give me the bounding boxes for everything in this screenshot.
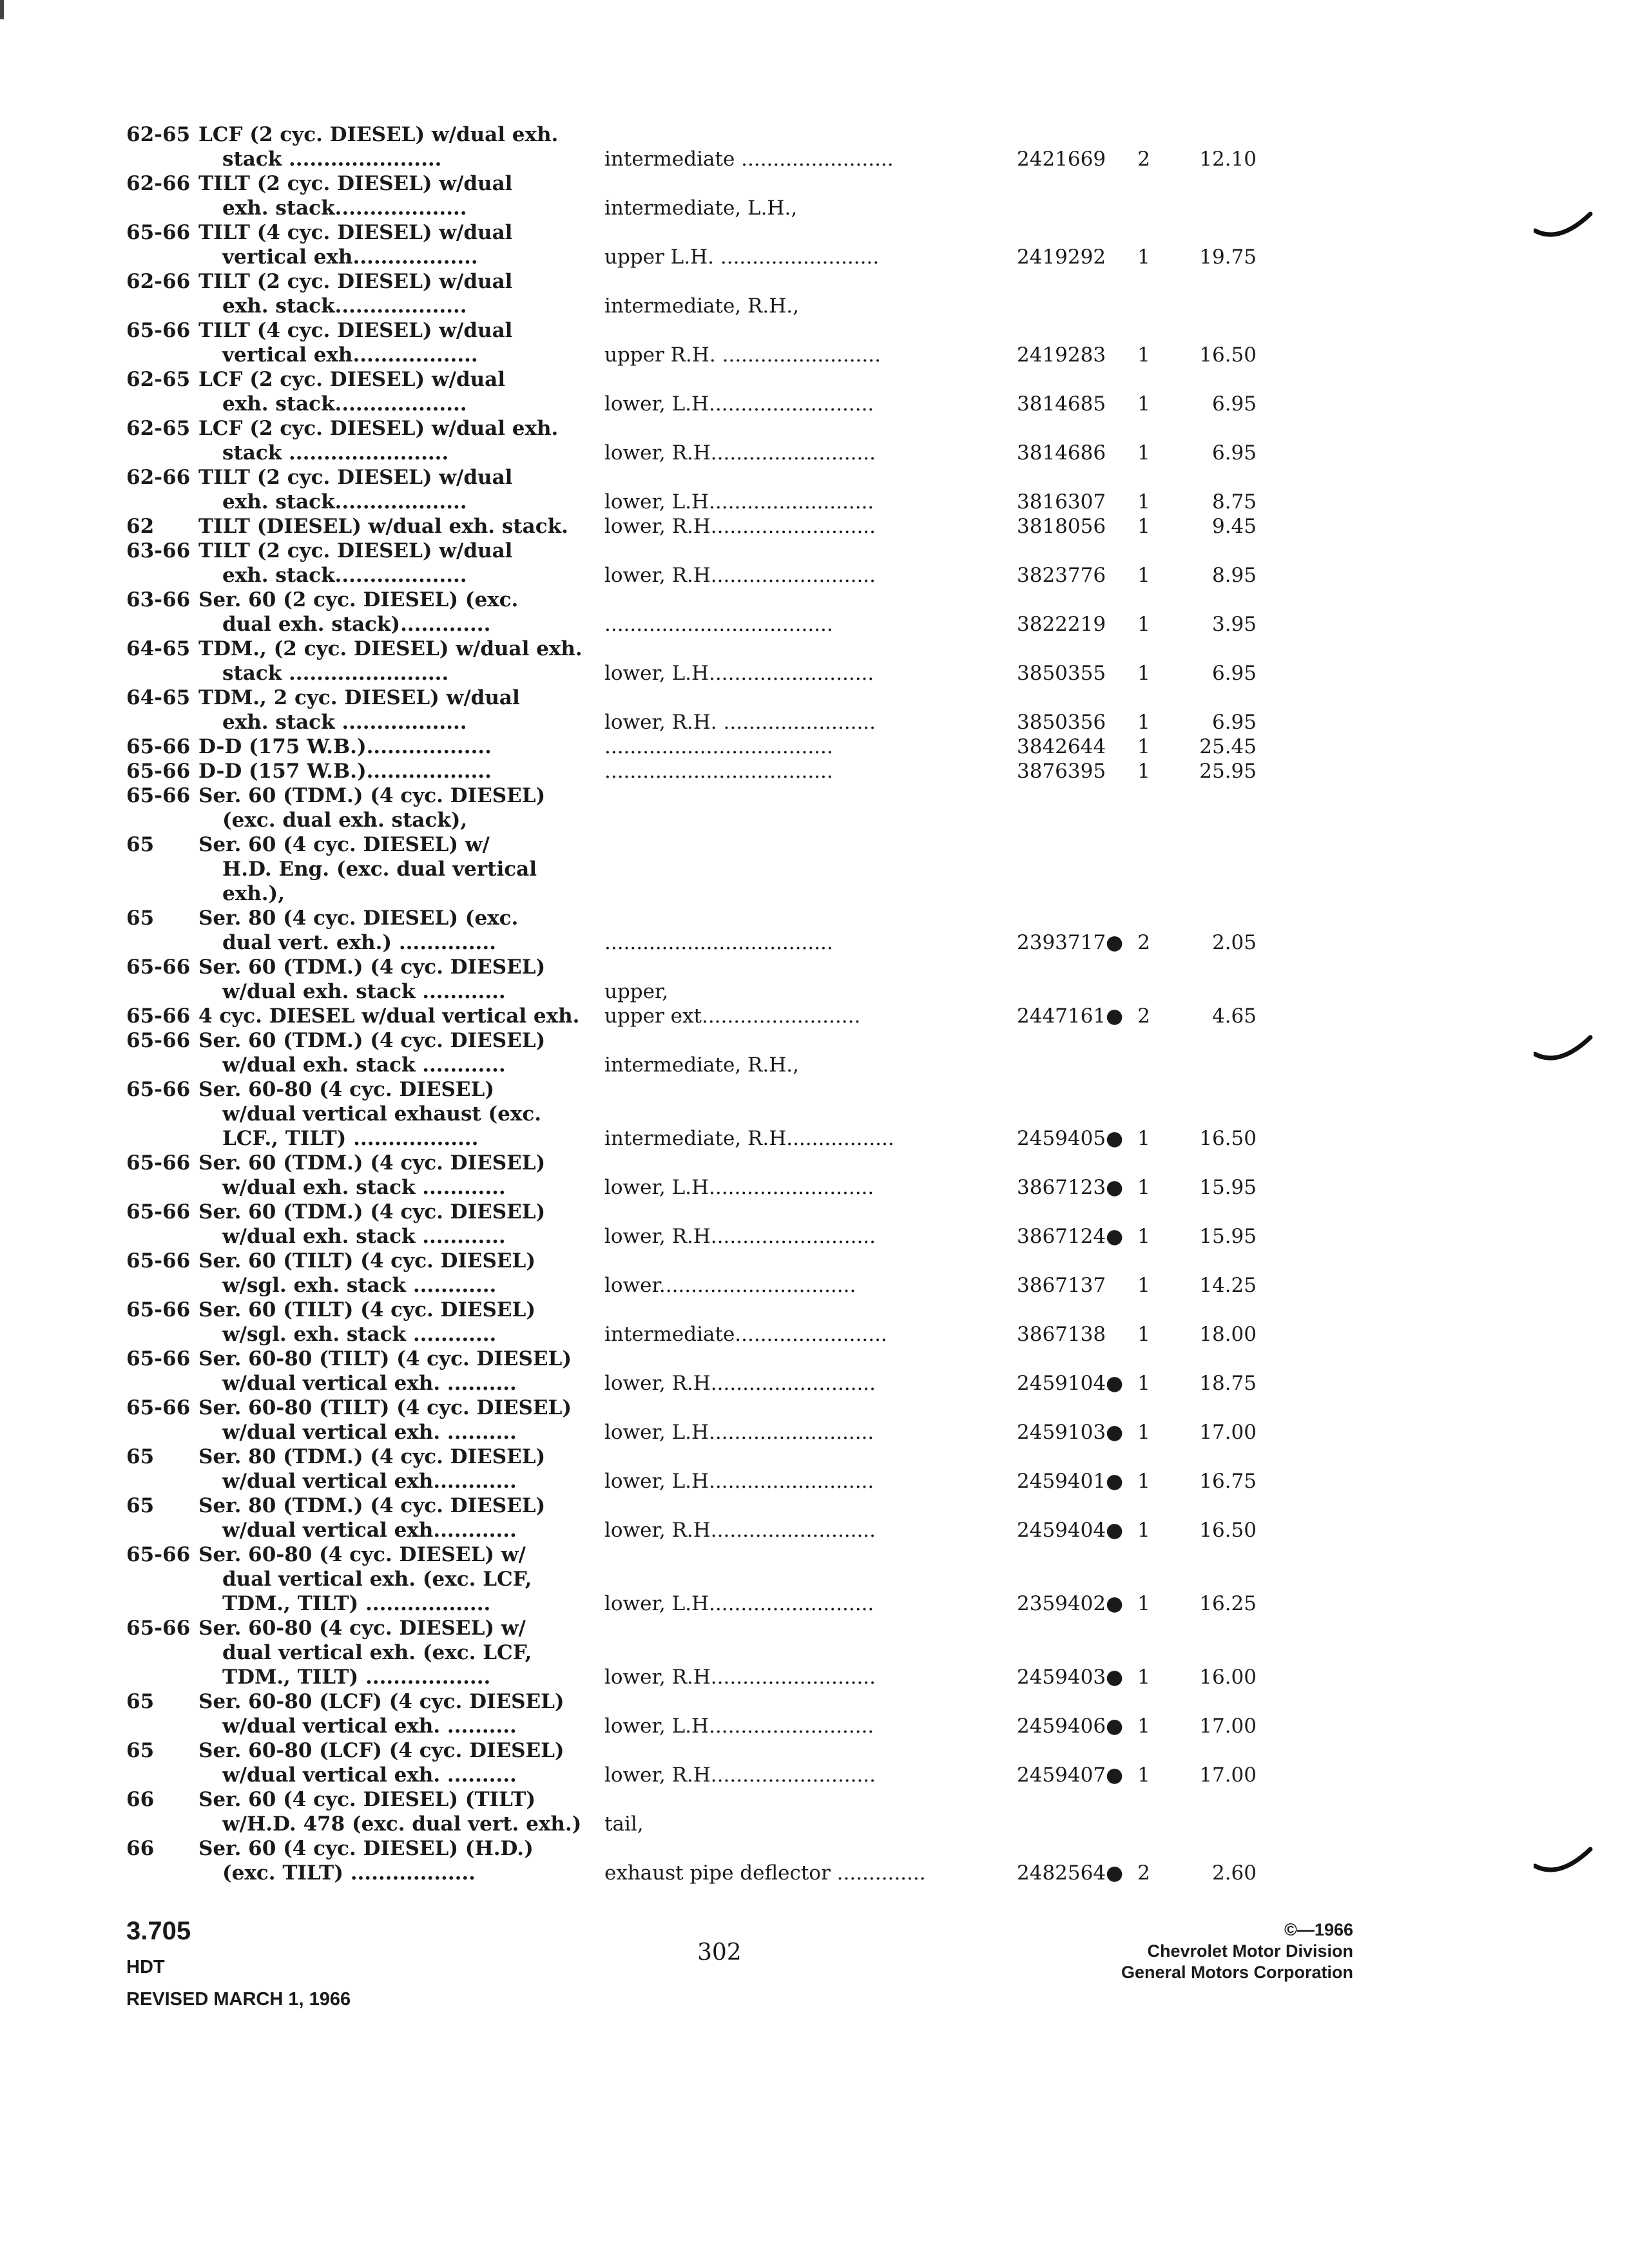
price: 16.75 [1199,1470,1257,1493]
quantity: 1 [1137,1715,1150,1738]
part-number: 2482564● [1017,1861,1124,1885]
year-range: 62 [126,515,155,538]
description-line-1: Ser. 60 (TDM.) (4 cyc. DIESEL) [198,1151,546,1175]
description-line-1: TILT (2 cyc. DIESEL) w/dual [198,270,513,293]
description-line-2: w/dual exh. stack ............ [222,1053,506,1077]
year-range: 65-66 [126,1004,191,1028]
description-line-1: Ser. 80 (4 cyc. DIESEL) (exc. [198,907,519,930]
part-name: lower, L.H.......................... [604,1176,874,1199]
year-range: 65-66 [126,319,191,342]
description-line-3: exh.), [222,882,285,905]
quantity: 2 [1137,931,1150,954]
description-line-1: Ser. 60-80 (TILT) (4 cyc. DIESEL) [198,1347,572,1370]
quantity: 1 [1137,564,1150,587]
table-row [0,955,1629,1004]
description-line-1: Ser. 60 (4 cyc. DIESEL) (H.D.) [198,1837,534,1860]
table-row [0,1004,1629,1028]
description-line-1: Ser. 60-80 (LCF) (4 cyc. DIESEL) [198,1690,564,1713]
part-name: lower............................... [604,1274,856,1297]
description-line-1: LCF (2 cyc. DIESEL) w/dual exh. [198,417,559,440]
description-line-1: Ser. 60 (TILT) (4 cyc. DIESEL) [198,1249,536,1273]
year-range: 66 [126,1788,155,1811]
table-row [0,1028,1629,1077]
description-line-2: w/dual vertical exh. .......... [222,1372,517,1395]
table-row [0,465,1629,514]
part-number: 2421669 [1017,148,1106,171]
year-range: 65-66 [126,735,191,758]
table-row [0,367,1629,416]
table-row [0,220,1629,269]
table-row [0,759,1629,783]
description-line-1: TILT (4 cyc. DIESEL) w/dual [198,319,513,342]
description-line-1: TILT (DIESEL) w/dual exh. stack. [198,515,568,538]
description-line-1: Ser. 60 (TDM.) (4 cyc. DIESEL) [198,1200,546,1224]
description-line-1: Ser. 60-80 (4 cyc. DIESEL) w/ [198,1617,526,1640]
quantity: 1 [1137,1470,1150,1493]
part-name: upper ext......................... [604,1004,861,1028]
description-line-2: vertical exh.................. [222,245,478,269]
price: 8.75 [1211,490,1257,514]
description-line-2: stack ...................... [222,148,442,171]
part-name: lower, L.H.......................... [604,662,874,685]
year-range: 63-66 [126,588,191,611]
quantity: 1 [1137,490,1150,514]
part-name: lower, R.H.......................... [604,1225,876,1248]
year-range: 62-65 [126,417,191,440]
year-range: 65-66 [126,1617,191,1640]
description-line-2: exh. stack................... [222,392,467,416]
quantity: 1 [1137,392,1150,416]
quantity: 1 [1137,1421,1150,1444]
part-number: 3814685 [1017,392,1106,416]
quantity: 1 [1137,613,1150,636]
part-number: 3816307 [1017,490,1106,514]
price: 18.00 [1199,1323,1257,1346]
price: 25.95 [1199,760,1257,783]
description-line-2: w/dual exh. stack ............ [222,1225,506,1248]
quantity: 1 [1137,1225,1150,1248]
part-number: 3842644 [1017,735,1106,758]
scan-edge-mark [0,0,4,19]
table-row [0,514,1629,539]
table-row [0,1347,1629,1396]
part-name: lower, L.H.......................... [604,1715,874,1738]
year-range: 65-66 [126,1029,191,1052]
quantity: 1 [1137,1274,1150,1297]
description-line-3: TDM., TILT) .................. [222,1592,491,1615]
table-row [0,1445,1629,1494]
description-line-1: 4 cyc. DIESEL w/dual vertical exh. [198,1004,580,1028]
part-name: lower, R.H.......................... [604,1519,876,1542]
price: 8.95 [1211,564,1257,587]
part-number: 2459407● [1017,1763,1124,1787]
table-row [0,735,1629,759]
year-range: 65-66 [126,1078,191,1101]
part-number: 3814686 [1017,441,1106,465]
part-number: 3867138 [1017,1323,1106,1346]
part-number: 3850355 [1017,662,1106,685]
year-range: 65 [126,1494,155,1517]
price: 4.65 [1211,1004,1257,1028]
price: 2.60 [1211,1861,1257,1885]
revision-date: REVISED MARCH 1, 1966 [126,1989,351,2010]
description-line-1: LCF (2 cyc. DIESEL) w/dual exh. [198,123,559,146]
quantity: 1 [1137,343,1150,367]
part-name: upper L.H. ......................... [604,245,880,269]
year-range: 66 [126,1837,155,1860]
price: 17.00 [1199,1715,1257,1738]
part-name: upper, [604,980,669,1003]
table-row [0,1151,1629,1200]
part-name: .................................... [604,760,833,783]
description-line-2: exh. stack................... [222,197,467,220]
part-number: 3876395 [1017,760,1106,783]
price: 15.95 [1199,1225,1257,1248]
part-name: lower, R.H.......................... [604,564,876,587]
description-line-1: TDM., (2 cyc. DIESEL) w/dual exh. [198,637,583,660]
table-row [0,1689,1629,1738]
price: 6.95 [1211,392,1257,416]
quantity: 1 [1137,1592,1150,1615]
part-name: .................................... [604,735,833,758]
description-line-2: w/dual exh. stack ............ [222,1176,506,1199]
part-name: lower, R.H. ........................ [604,711,876,734]
quantity: 1 [1137,1666,1150,1689]
price: 16.50 [1199,1519,1257,1542]
description-line-1: Ser. 60 (4 cyc. DIESEL) w/ [198,833,490,856]
part-number: 2419292 [1017,245,1106,269]
part-name: intermediate, L.H., [604,197,798,220]
description-line-2: dual exh. stack)............. [222,613,491,636]
year-range: 62-65 [126,123,191,146]
table-row [0,832,1629,906]
price: 25.45 [1199,735,1257,758]
part-number: 3818056 [1017,515,1106,538]
division-name: Chevrolet Motor Division [1147,1941,1353,1961]
price: 17.00 [1199,1421,1257,1444]
description-line-1: D-D (157 W.B.).................. [198,760,492,783]
part-name: intermediate, R.H., [604,294,799,318]
quantity: 2 [1137,1861,1150,1885]
table-row [0,416,1629,465]
part-name: lower, R.H.......................... [604,1763,876,1787]
part-number: 3867123● [1017,1176,1124,1199]
part-name: lower, L.H.......................... [604,392,874,416]
part-number: 2459103● [1017,1421,1124,1444]
part-number: 2459401● [1017,1470,1124,1493]
part-name: lower, R.H.......................... [604,1372,876,1395]
table-row [0,539,1629,588]
page-number: 302 [697,1939,742,1966]
description-line-2: exh. stack .................. [222,711,467,734]
part-name: intermediate........................ [604,1323,887,1346]
part-number: 3867137 [1017,1274,1106,1297]
quantity: 1 [1137,1519,1150,1542]
price: 16.25 [1199,1592,1257,1615]
quantity: 1 [1137,515,1150,538]
price: 12.10 [1199,148,1257,171]
table-row [0,1494,1629,1542]
year-range: 65-66 [126,956,191,979]
price: 6.95 [1211,711,1257,734]
description-line-3: LCF., TILT) .................. [222,1127,479,1150]
binding-mark-top [1534,205,1598,244]
description-line-2: w/dual vertical exhaust (exc. [222,1102,542,1126]
year-range: 65-66 [126,1249,191,1273]
description-line-2: exh. stack................... [222,294,467,318]
description-line-2: exh. stack................... [222,564,467,587]
part-name: .................................... [604,931,833,954]
price: 15.95 [1199,1176,1257,1199]
description-line-2: (exc. dual exh. stack), [222,809,468,832]
year-range: 65 [126,833,155,856]
year-range: 64-65 [126,637,191,660]
price: 14.25 [1199,1274,1257,1297]
year-range: 65-66 [126,1396,191,1419]
quantity: 1 [1137,1763,1150,1787]
description-line-1: Ser. 60 (TDM.) (4 cyc. DIESEL) [198,784,546,807]
year-range: 64-65 [126,686,191,709]
table-row [0,906,1629,955]
description-line-1: Ser. 60 (2 cyc. DIESEL) (exc. [198,588,519,611]
quantity: 1 [1137,1176,1150,1199]
description-line-2: exh. stack................... [222,490,467,514]
table-row [0,1836,1629,1885]
year-range: 65 [126,1690,155,1713]
description-line-1: Ser. 80 (TDM.) (4 cyc. DIESEL) [198,1445,546,1468]
description-line-1: Ser. 60-80 (TILT) (4 cyc. DIESEL) [198,1396,572,1419]
table-row [0,318,1629,367]
year-range: 63-66 [126,539,191,562]
description-line-1: Ser. 60 (TDM.) (4 cyc. DIESEL) [198,1029,546,1052]
quantity: 1 [1137,711,1150,734]
description-line-1: TDM., 2 cyc. DIESEL) w/dual [198,686,520,709]
year-range: 65-66 [126,784,191,807]
quantity: 1 [1137,1323,1150,1346]
description-line-2: dual vertical exh. (exc. LCF, [222,1568,532,1591]
quantity: 1 [1137,735,1150,758]
description-line-1: Ser. 60 (4 cyc. DIESEL) (TILT) [198,1788,536,1811]
table-row [0,588,1629,637]
binding-mark-middle [1534,1030,1598,1068]
price: 19.75 [1199,245,1257,269]
description-line-2: stack ....................... [222,662,449,685]
year-range: 62-66 [126,270,191,293]
price: 16.50 [1199,343,1257,367]
part-number: 2447161● [1017,1004,1124,1028]
quantity: 1 [1137,441,1150,465]
table-row [0,1249,1629,1298]
table-row [0,1200,1629,1249]
description-line-2: w/dual vertical exh. .......... [222,1715,517,1738]
table-row [0,1616,1629,1689]
description-line-2: dual vert. exh.) .............. [222,931,496,954]
quantity: 1 [1137,662,1150,685]
part-number: 2459405● [1017,1127,1124,1150]
year-range: 62-66 [126,466,191,489]
part-number: 2393717● [1017,931,1124,954]
price: 16.00 [1199,1666,1257,1689]
table-row [0,1787,1629,1836]
part-number: 3822219 [1017,613,1106,636]
part-number: 3850356 [1017,711,1106,734]
description-line-1: Ser. 80 (TDM.) (4 cyc. DIESEL) [198,1494,546,1517]
year-range: 65-66 [126,1543,191,1566]
section-code: HDT [126,1957,165,1977]
quantity: 1 [1137,1127,1150,1150]
part-number: 2419283 [1017,343,1106,367]
part-name: lower, L.H.......................... [604,1470,874,1493]
description-line-1: Ser. 60-80 (4 cyc. DIESEL) [198,1078,494,1101]
year-range: 65 [126,907,155,930]
description-line-2: dual vertical exh. (exc. LCF, [222,1641,532,1664]
description-line-2: w/H.D. 478 (exc. dual vert. exh.) [222,1812,582,1836]
part-number: 2459404● [1017,1519,1124,1542]
price: 3.95 [1211,613,1257,636]
description-line-1: Ser. 60 (TILT) (4 cyc. DIESEL) [198,1298,536,1321]
description-line-2: w/dual vertical exh. .......... [222,1421,517,1444]
part-name: lower, L.H.......................... [604,1592,874,1615]
table-row [0,1077,1629,1151]
year-range: 65-66 [126,221,191,244]
quantity: 2 [1137,148,1150,171]
table-row [0,171,1629,220]
price: 17.00 [1199,1763,1257,1787]
year-range: 62-65 [126,368,191,391]
quantity: 1 [1137,245,1150,269]
quantity: 1 [1137,760,1150,783]
table-row [0,1738,1629,1787]
description-line-2: w/sgl. exh. stack ............ [222,1274,497,1297]
year-range: 65-66 [126,1200,191,1224]
part-name: lower, L.H.......................... [604,490,874,514]
part-name: tail, [604,1812,644,1836]
part-number: 2459403● [1017,1666,1124,1689]
part-number: 3867124● [1017,1225,1124,1248]
table-row [0,1396,1629,1445]
part-name: lower, R.H.......................... [604,515,876,538]
description-line-2: w/dual vertical exh............ [222,1470,517,1493]
price: 6.95 [1211,441,1257,465]
description-line-2: w/dual vertical exh. .......... [222,1763,517,1787]
description-line-1: Ser. 60 (TDM.) (4 cyc. DIESEL) [198,956,546,979]
year-range: 65-66 [126,1151,191,1175]
part-number: 2359402● [1017,1592,1124,1615]
table-row [0,269,1629,318]
table-row [0,1298,1629,1347]
table-row [0,637,1629,686]
year-range: 65 [126,1739,155,1762]
part-name: exhaust pipe deflector .............. [604,1861,926,1885]
part-number: 2459104● [1017,1372,1124,1395]
corporation-name: General Motors Corporation [1121,1963,1353,1982]
part-name: lower, R.H.......................... [604,1666,876,1689]
part-name: intermediate, R.H., [604,1053,799,1077]
price: 18.75 [1199,1372,1257,1395]
part-number: 2459406● [1017,1715,1124,1738]
description-line-2: w/sgl. exh. stack ............ [222,1323,497,1346]
quantity: 2 [1137,1004,1150,1028]
description-line-2: vertical exh.................. [222,343,478,367]
part-name: lower, R.H.......................... [604,441,876,465]
binding-mark-bottom [1534,1841,1598,1880]
quantity: 1 [1137,1372,1150,1395]
part-name: upper R.H. ......................... [604,343,881,367]
description-line-1: Ser. 60-80 (4 cyc. DIESEL) w/ [198,1543,526,1566]
table-row [0,122,1629,171]
description-line-2: H.D. Eng. (exc. dual vertical [222,858,537,881]
description-line-1: TILT (2 cyc. DIESEL) w/dual [198,539,513,562]
year-range: 65-66 [126,1347,191,1370]
table-row [0,686,1629,735]
part-number: 3823776 [1017,564,1106,587]
copyright: ©—1966 [1284,1920,1353,1939]
section-number: 3.705 [126,1917,191,1945]
description-line-1: TILT (2 cyc. DIESEL) w/dual [198,172,513,195]
part-name: intermediate ........................ [604,148,894,171]
price: 2.05 [1211,931,1257,954]
price: 6.95 [1211,662,1257,685]
description-line-2: (exc. TILT) .................. [222,1861,476,1885]
table-row [0,783,1629,832]
description-line-2: stack ....................... [222,441,449,465]
description-line-2: w/dual vertical exh............ [222,1519,517,1542]
description-line-3: TDM., TILT) .................. [222,1666,491,1689]
year-range: 65 [126,1445,155,1468]
part-name: .................................... [604,613,833,636]
price: 9.45 [1211,515,1257,538]
year-range: 65-66 [126,1298,191,1321]
year-range: 62-66 [126,172,191,195]
part-name: lower, L.H.......................... [604,1421,874,1444]
description-line-1: TILT (4 cyc. DIESEL) w/dual [198,221,513,244]
year-range: 65-66 [126,760,191,783]
price: 16.50 [1199,1127,1257,1150]
part-name: intermediate, R.H................. [604,1127,894,1150]
description-line-1: LCF (2 cyc. DIESEL) w/dual [198,368,506,391]
description-line-2: w/dual exh. stack ............ [222,980,506,1003]
table-row [0,1542,1629,1616]
description-line-1: D-D (175 W.B.).................. [198,735,492,758]
description-line-1: Ser. 60-80 (LCF) (4 cyc. DIESEL) [198,1739,564,1762]
description-line-1: TILT (2 cyc. DIESEL) w/dual [198,466,513,489]
